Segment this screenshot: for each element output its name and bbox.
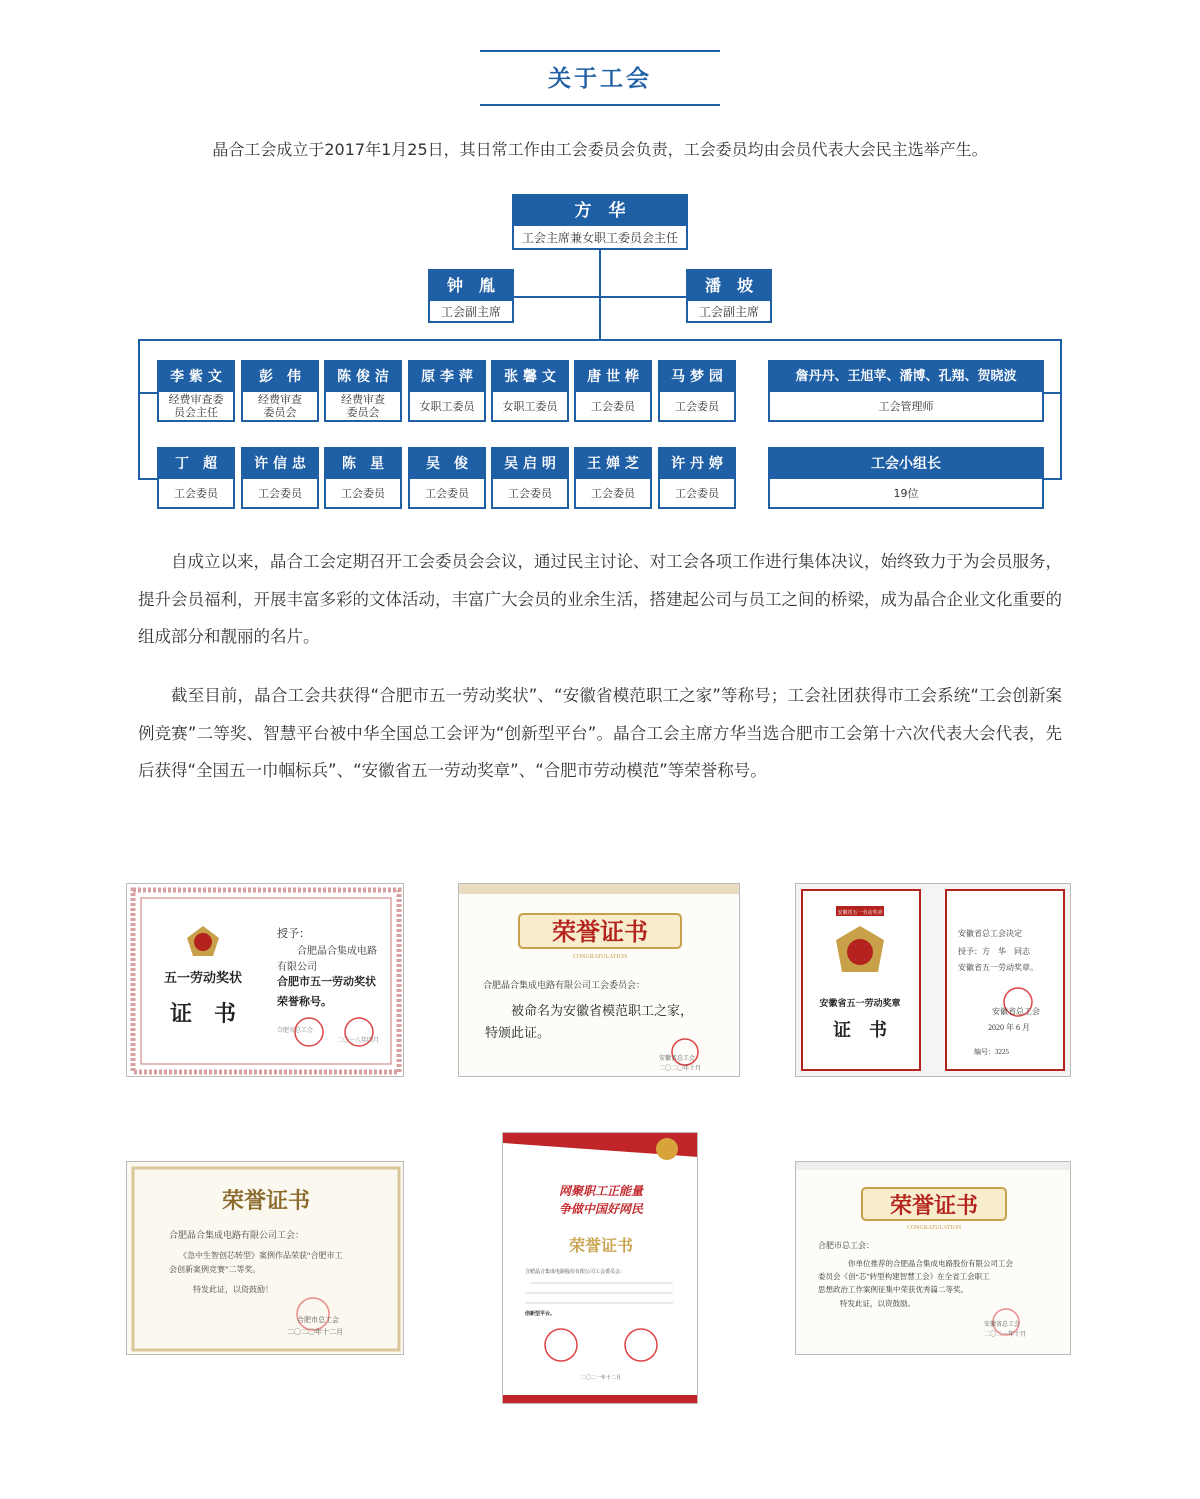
intro-text: 晶合工会成立于2017年1月25日，其日常工作由工会委员会负责，工会委员均由会员代表大会民主选举产生。: [212, 140, 988, 159]
paragraph-history: [138, 543, 1062, 656]
member-role: 女职工委员: [419, 400, 475, 413]
member-role: 经费审查委员会主任: [168, 393, 224, 419]
certificate-image: [795, 1161, 1071, 1355]
cert-title: 荣誉证书: [552, 920, 648, 946]
svg-text:CONGRATULATION: CONGRATULATION: [572, 954, 628, 960]
org-node-vice: [686, 269, 772, 323]
svg-text:合肥晶合集成电路股份有限公司工会委员会：: 合肥晶合集成电路股份有限公司工会委员会：: [525, 1270, 626, 1275]
member-role: 工会委员: [675, 487, 719, 500]
cert-title: 荣誉证书: [568, 1238, 634, 1255]
certificate-image: [126, 883, 404, 1077]
connector-line: [138, 478, 158, 480]
member-name: 詹丹丹、王旭苹、潘博、孔翔、贺晓波: [770, 362, 1042, 392]
member-role: 工会委员: [425, 487, 469, 500]
member-role: 工会副主席: [440, 304, 501, 319]
svg-text:《急中生智创芯转型》案例作品荣获“合肥市工: 《急中生智创芯转型》案例作品荣获“合肥市工: [179, 1251, 343, 1260]
header-bottom-rule: [480, 104, 720, 106]
svg-text:委员会《创“芯”转型构建智慧工会》在全省工会职工: 委员会《创“芯”转型构建智慧工会》在全省工会职工: [818, 1272, 990, 1281]
svg-text:思想政治工作案例征集中荣获优秀篇二等奖。: 思想政治工作案例征集中荣获优秀篇二等奖。: [818, 1285, 968, 1294]
svg-text:特颁此证。: 特颁此证。: [485, 1025, 551, 1040]
svg-text:安徽省总工会: 安徽省总工会: [984, 1322, 1021, 1328]
org-node-member: [157, 447, 235, 509]
paragraph-text: 自成立以来，晶合工会定期召开工会委员会会议，通过民主讨论、对工会各项工作进行集体决议，始终致力于为会员服务，提升会员福利，开展丰富多彩的文体活动，丰富广大会员的业余生活，搭建起公司与员工之间的桥梁，成为晶合企业文化重要的组成部分和靓丽的名片。: [138, 552, 1062, 646]
member-name: 许 信 忠: [243, 449, 317, 479]
org-node-member: [491, 360, 569, 422]
member-name: 方 华: [514, 196, 686, 226]
member-name: 唐 世 桦: [576, 362, 650, 392]
org-node-vice: [428, 269, 514, 323]
svg-text:安徽省五一劳动奖章: 安徽省五一劳动奖章: [819, 998, 901, 1008]
svg-text:安徽省总工会: 安徽省总工会: [992, 1007, 1040, 1016]
member-role: 经费审查委员会: [341, 393, 385, 419]
certificate-image: [795, 883, 1071, 1077]
svg-text:网聚职工正能量: 网聚职工正能量: [558, 1184, 644, 1198]
svg-text:二〇一八年四月: 二〇一八年四月: [337, 1038, 380, 1044]
svg-text:授予：方 华 同志: 授予：方 华 同志: [958, 947, 1030, 956]
member-name: 王 婵 芝: [576, 449, 650, 479]
svg-text:安徽省五一劳动奖章: 安徽省五一劳动奖章: [837, 911, 883, 916]
cert-title: 五一劳动奖状: [163, 970, 243, 985]
member-role: 工会管理师: [878, 400, 934, 413]
certificate-image: [126, 1161, 404, 1355]
certificate-image: [458, 883, 740, 1077]
svg-text:合肥晶合集成电路有限公司工会：: 合肥晶合集成电路有限公司工会：: [169, 1230, 305, 1240]
member-role: 工会委员: [341, 487, 385, 500]
svg-text:你单位推荐的合肥晶合集成电路股份有限公司工会: 你单位推荐的合肥晶合集成电路股份有限公司工会: [848, 1259, 1013, 1268]
svg-text:二〇二〇年十月: 二〇二〇年十月: [659, 1066, 702, 1072]
org-node-member: [574, 447, 652, 509]
paragraph-text: 截至目前，晶合工会共获得“合肥市五一劳动奖状”、“安徽省模范职工之家”等称号；工会社团获得市工会系统“工会创新案例竞赛”二等奖、智慧平台被中华全国总工会评为“创新型平台”。晶合工会主席方华当选合肥市工会第十六次代表大会代表，先后获得“全国五一巾帼标兵”、“安徽省五一劳动奖章”、“合肥市劳动模范”等荣誉称号。: [138, 686, 1062, 780]
svg-text:荣誉称号。: 荣誉称号。: [277, 996, 332, 1008]
org-node-member: [658, 447, 736, 509]
header-top-rule: [480, 50, 720, 52]
connector-line: [1042, 478, 1062, 480]
member-name: 张 馨 文: [493, 362, 567, 392]
member-role: 工会委员: [591, 400, 635, 413]
svg-text:合肥市总工会: 合肥市总工会: [297, 1316, 339, 1324]
org-node-group-leaders: [768, 447, 1044, 509]
connector-line: [138, 339, 140, 479]
union-emblem-icon: [656, 1138, 678, 1160]
svg-text:CONGRATULATION: CONGRATULATION: [906, 1225, 962, 1231]
member-name: 钟 胤: [430, 271, 512, 301]
paragraph-honors: [138, 677, 1062, 790]
member-role: 工会委员: [675, 400, 719, 413]
connector-line: [138, 339, 1062, 341]
svg-text:二〇二〇年十二月: 二〇二〇年十二月: [287, 1328, 343, 1336]
svg-text:安徽省总工会: 安徽省总工会: [659, 1056, 696, 1062]
svg-text:安徽省五一劳动奖章。: 安徽省五一劳动奖章。: [958, 963, 1038, 972]
org-node-chair: [512, 194, 688, 250]
org-node-member: [491, 447, 569, 509]
org-node-member: [658, 360, 736, 422]
svg-text:二〇二一年十月: 二〇二一年十月: [984, 1332, 1027, 1338]
page-title: 关于工会: [548, 66, 652, 92]
cert-big-title: 证 书: [169, 1001, 237, 1026]
svg-text:编号：3225: 编号：3225: [974, 1048, 1009, 1056]
member-role: 工会委员: [258, 487, 302, 500]
member-name: 原 李 萍: [410, 362, 484, 392]
svg-text:创新型平台。: 创新型平台。: [525, 1312, 556, 1317]
org-node-member: [324, 447, 402, 509]
svg-text:2020 年 6 月: 2020 年 6 月: [988, 1023, 1030, 1032]
org-node-member: [574, 360, 652, 422]
connector-line: [514, 296, 688, 298]
svg-text:合肥市总工会: 合肥市总工会: [277, 1028, 314, 1034]
member-name: 工会小组长: [770, 449, 1042, 479]
member-role: 工会委员: [174, 487, 218, 500]
org-node-member: [241, 447, 319, 509]
member-name: 吴 启 明: [493, 449, 567, 479]
connector-line: [1060, 339, 1062, 479]
connector-line: [138, 392, 158, 394]
cert-title: 荣誉证书: [221, 1188, 311, 1213]
member-role: 工会委员: [508, 487, 552, 500]
svg-text:合肥市五一劳动奖状: 合肥市五一劳动奖状: [277, 976, 376, 988]
member-name: 丁 超: [159, 449, 233, 479]
svg-text:合肥晶合集成电路有限公司工会委员会：: 合肥晶合集成电路有限公司工会委员会：: [483, 980, 646, 990]
member-name: 马 梦 园: [660, 362, 734, 392]
cert-title: 荣誉证书: [889, 1193, 979, 1218]
member-role: 工会委员: [591, 487, 635, 500]
member-name: 李 紫 文: [159, 362, 233, 392]
member-name: 潘 坡: [688, 271, 770, 301]
svg-text:合肥市总工会：: 合肥市总工会：: [818, 1241, 874, 1250]
member-name: 许 丹 婷: [660, 449, 734, 479]
member-name: 陈 星: [326, 449, 400, 479]
member-role: 19位: [893, 487, 919, 500]
svg-text:特发此证，以资鼓励！: 特发此证，以资鼓励！: [193, 1285, 273, 1294]
member-role: 工会副主席: [698, 304, 759, 319]
org-node-member: [241, 360, 319, 422]
org-node-managers: [768, 360, 1044, 422]
member-role: 女职工委员: [502, 400, 558, 413]
org-node-member: [157, 360, 235, 422]
svg-text:争做中国好网民: 争做中国好网民: [558, 1202, 644, 1216]
org-node-member: [408, 447, 486, 509]
member-role: 工会主席兼女职工委员会主任: [521, 230, 678, 245]
certificate-image: [502, 1132, 698, 1404]
svg-text:有限公司: 有限公司: [277, 962, 317, 973]
member-name: 彭 伟: [243, 362, 317, 392]
svg-text:被命名为安徽省模范职工之家，: 被命名为安徽省模范职工之家，: [511, 1003, 694, 1018]
svg-text:安徽省总工会决定: 安徽省总工会决定: [958, 929, 1022, 938]
svg-text:特发此证，以资鼓励。: 特发此证，以资鼓励。: [840, 1299, 915, 1308]
svg-text:二〇二一年十二月: 二〇二一年十二月: [580, 1376, 622, 1381]
member-name: 吴 俊: [410, 449, 484, 479]
member-role: 经费审查委员会: [258, 393, 302, 419]
org-node-member: [408, 360, 486, 422]
connector-line: [599, 248, 601, 340]
svg-text:合肥晶合集成电路: 合肥晶合集成电路: [297, 946, 377, 957]
org-node-member: [324, 360, 402, 422]
connector-line: [1042, 392, 1062, 394]
member-name: 陈 俊 洁: [326, 362, 400, 392]
svg-text:会创新案例竞赛”二等奖。: 会创新案例竞赛”二等奖。: [169, 1265, 261, 1274]
cert-big-title: 证 书: [833, 1020, 887, 1040]
svg-text:授予：: 授予：: [277, 928, 310, 940]
